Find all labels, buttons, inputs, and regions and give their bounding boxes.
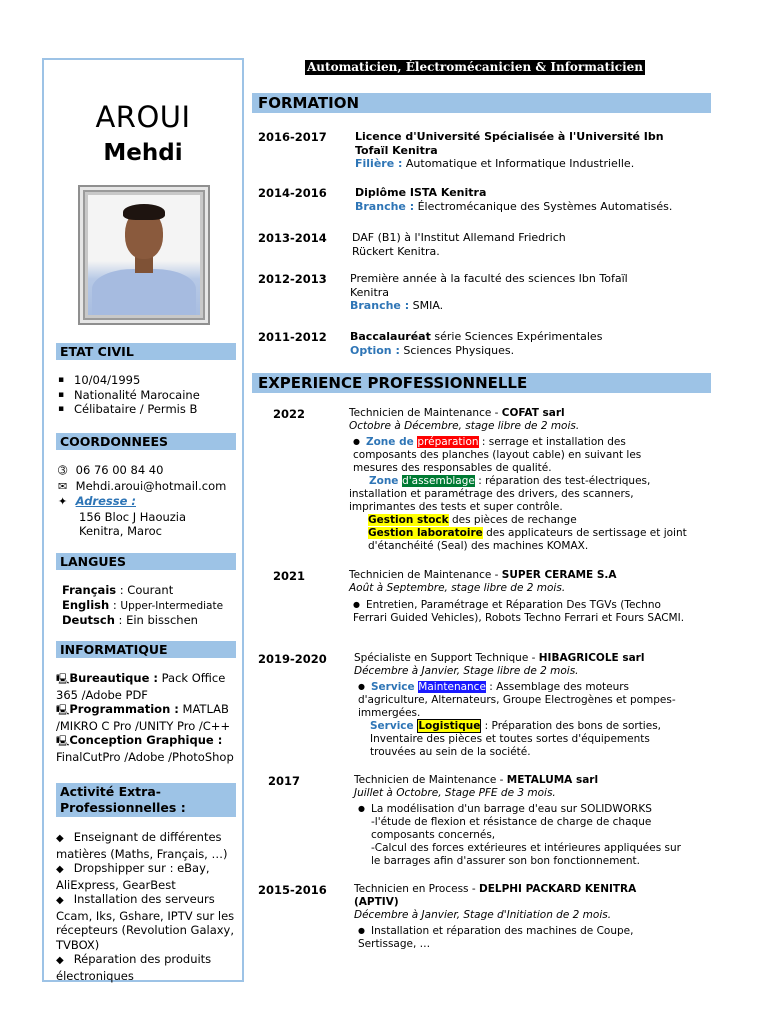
email-icon: ✉ — [58, 479, 68, 493]
experience-role: Spécialiste en Support Technique - — [354, 652, 539, 664]
it-skill-label: Bureautique : — [69, 671, 158, 685]
it-skill-value: Pack Office 365 /Adobe PDF — [56, 671, 226, 702]
experience-heading: EXPERIENCE PROFESSIONNELLE — [252, 373, 711, 393]
phone-number[interactable]: 06 76 00 84 40 — [75, 463, 164, 477]
experience-year: 2019-2020 — [258, 652, 327, 666]
photo-shoulders — [92, 269, 196, 315]
experience-entry — [349, 569, 689, 625]
formation-year: 2013-2014 — [258, 231, 327, 245]
address-label: Adresse : — [75, 494, 136, 508]
computer-icon: 🖳 — [56, 674, 70, 685]
first-name: Mehdi — [103, 140, 183, 166]
activites-heading-line: Professionnelles : — [60, 800, 186, 815]
languages-block — [62, 583, 242, 628]
it-skill-label: Conception Graphique : — [69, 733, 223, 747]
formation-year: 2016-2017 — [258, 130, 327, 144]
language-name: Deutsch — [62, 613, 115, 627]
language-item — [62, 598, 242, 614]
profile-photo — [88, 195, 200, 315]
lab-text: des applicateurs de sertissage et joint d'étanchéité (Seal) des machines KOMAX. — [368, 527, 687, 552]
formation-detail: SMIA. — [409, 299, 444, 312]
experience-bullet: ● La modélisation d'un barrage d'eau sur SOLIDWORKS — [354, 802, 684, 816]
list-item: ▪ 10/04/1995 — [58, 373, 238, 388]
formation-entry — [350, 330, 680, 357]
experience-role: Technicien de Maintenance - — [349, 407, 502, 419]
formation-year: 2014-2016 — [258, 186, 327, 200]
language-sep: : — [109, 597, 121, 612]
experience-role: Technicien en Process - — [354, 883, 479, 895]
experience-year: 2021 — [273, 569, 306, 583]
zone-label: Zone — [369, 475, 403, 487]
zone-text: : réparation des test-électriques, installation et paramétrage des drivers, des scanners, imprimantes des tests et super contrôle. — [349, 475, 651, 513]
computer-icon: 🖳 — [56, 736, 70, 747]
language-level: Upper-Intermediate — [120, 599, 224, 612]
formation-detail: Électromécanique des Systèmes Automatisés. — [414, 199, 673, 213]
experience-company: COFAT sarl — [501, 407, 565, 419]
formation-heading: FORMATION — [252, 93, 711, 113]
formation-label: Branche : — [355, 199, 415, 213]
experience-company: METALUMA sarl — [506, 774, 599, 786]
service-highlight: Logistique — [418, 720, 481, 732]
formation-title: DAF (B1) à l'Institut Allemand Friedrich Rückert Kenitra. — [352, 231, 566, 258]
zone-label: Zone de — [365, 436, 418, 448]
formation-year: 2011-2012 — [258, 330, 327, 344]
experience-role: Technicien de Maintenance - — [349, 569, 502, 581]
activites-list — [56, 830, 244, 983]
stock-text: des pièces de rechange — [448, 514, 577, 526]
activites-heading — [56, 783, 236, 817]
language-level: Courant — [127, 583, 174, 597]
list-item: ◆ Installation des serveurs Ccam, Iks, Gshare, IPTV sur les récepteurs (Revolution Galaxy, TVBOX) — [56, 892, 244, 952]
experience-year: 2015-2016 — [258, 883, 327, 897]
etat-civil-heading: ETAT CIVIL — [56, 343, 236, 360]
it-skill-item — [56, 733, 242, 764]
service-text: : Assemblage des moteurs d'agriculture, Alternateurs, Groupe Electrogènes et pompes-immergées. — [358, 681, 676, 719]
formation-detail: Automatique et Informatique Industrielle. — [402, 157, 635, 170]
it-skills-block — [56, 671, 242, 764]
experience-bullet — [354, 680, 684, 720]
it-skill-item — [56, 702, 242, 733]
experience-period: Décembre à Janvier, Stage d'Initiation de 2 mois. — [354, 909, 612, 921]
photo-hair — [123, 204, 165, 220]
formation-entry — [355, 186, 695, 213]
it-skill-label: Programmation : — [69, 702, 179, 716]
address-icon: ✦ — [58, 495, 68, 508]
experience-company: DELPHI PACKARD KENITRA (APTIV) — [354, 883, 637, 908]
it-skill-value: FinalCutPro /Adobe /PhotoShop — [56, 749, 234, 764]
experience-bullet: ● Installation et réparation des machines de Coupe, Sertissage, … — [354, 924, 654, 951]
list-item: ◆ Réparation des produits électroniques — [56, 952, 244, 983]
formation-entry — [355, 130, 685, 171]
service-label: Service — [370, 681, 419, 693]
formation-entry — [350, 272, 660, 313]
experience-period: Juillet à Octobre, Stage PFE de 3 mois. — [354, 787, 556, 799]
last-name: AROUI — [95, 100, 191, 134]
stock-highlight: Gestion stock — [368, 514, 449, 526]
langues-heading: LANGUES — [56, 553, 236, 570]
list-item: ▪ Célibataire / Permis B — [58, 402, 238, 417]
formation-label: Filière : — [355, 157, 403, 170]
experience-year: 2022 — [273, 407, 306, 421]
service-text: : Préparation des bons de sorties, Inventaire des pièces et toutes sortes d'équipements trouvées au sein de la société. — [370, 720, 661, 758]
computer-icon: 🖳 — [56, 705, 70, 716]
experience-company: HIBAGRICOLE sarl — [538, 652, 645, 664]
coordonnees-heading: COORDONNEES — [56, 433, 236, 450]
experience-bullet: ● Entretien, Paramétrage et Réparation Des TGVs (Techno Ferrari Guided Vehicles), Robots Techno Ferrari et Fours SACMI. — [349, 598, 689, 625]
experience-entry — [354, 774, 684, 868]
etat-civil-list — [58, 373, 238, 417]
formation-title: série Sciences Expérimentales — [430, 330, 603, 343]
experience-bullet — [349, 527, 689, 553]
list-item: ◆ Enseignant de différentes matières (Maths, Français, …) — [56, 830, 244, 861]
language-sep: : — [114, 613, 127, 627]
it-skill-value: MATLAB /MIKRO C Pro /UNITY Pro /C++ — [56, 702, 231, 733]
email-address[interactable]: Mehdi.aroui@hotmail.com — [75, 478, 227, 493]
address-line-1: 156 Bloc J Haouzia — [79, 509, 187, 524]
service-highlight: Maintenance — [418, 681, 486, 693]
zone-text: : serrage et installation des composants des planches (layout cable) en suivant les mesures des responsables de qualité. — [353, 436, 642, 474]
formation-detail: Sciences Physiques. — [399, 343, 515, 357]
experience-entry — [349, 407, 689, 553]
contact-block — [58, 463, 243, 539]
language-item — [62, 583, 242, 598]
experience-period: Août à Septembre, stage libre de 2 mois. — [349, 582, 566, 594]
experience-bullet-line: -Calcul des forces extérieures et intérieures appliquées sur le barrages afin d'assurer son bon fonctionnement. — [371, 842, 681, 867]
formation-label: Option : — [350, 343, 400, 357]
service-label: Service — [370, 720, 418, 732]
lab-highlight: Gestion laboratoire — [368, 527, 483, 539]
experience-bullet — [349, 435, 689, 475]
experience-period: Octobre à Décembre, stage libre de 2 mois. — [349, 420, 580, 432]
experience-year: 2017 — [268, 774, 301, 788]
experience-entry — [354, 652, 684, 759]
formation-entry — [352, 231, 592, 258]
language-name: English — [62, 597, 110, 612]
formation-title: Première année à la faculté des sciences Ibn Tofaïl Kenitra — [350, 272, 628, 299]
language-name: Français — [62, 583, 117, 597]
zone-highlight: préparation — [417, 436, 479, 448]
sidebar — [42, 58, 244, 982]
formation-label: Branche : — [350, 299, 410, 312]
list-item: ▪ Nationalité Marocaine — [58, 388, 238, 403]
language-level: Ein bisschen — [126, 613, 198, 627]
it-skill-item — [56, 671, 242, 702]
address-line-2: Kenitra, Maroc — [79, 524, 162, 538]
activites-heading-line: Activité Extra- — [60, 784, 161, 799]
formation-title: Diplôme ISTA Kenitra — [355, 186, 487, 199]
zone-highlight: d'assemblage — [402, 475, 475, 487]
phone-icon: ➂ — [58, 464, 68, 477]
formation-title-bold: Baccalauréat — [350, 330, 431, 343]
experience-bullet — [349, 475, 689, 514]
profile-photo-frame — [78, 185, 210, 325]
formation-title: Licence d'Université Spécialisée à l'Université Ibn Tofaïl Kenitra — [355, 130, 664, 157]
cv-title: Automaticien, Électromécanicien & Informaticien — [307, 60, 643, 74]
formation-year: 2012-2013 — [258, 272, 327, 286]
list-item: ◆ Dropshipper sur : eBay, AliExpress, GearBest — [56, 861, 244, 892]
language-item — [62, 613, 242, 628]
experience-company: SUPER CERAME S.A — [501, 569, 617, 581]
experience-entry — [354, 883, 654, 951]
experience-bullet — [354, 720, 684, 759]
experience-period: Décembre à Janvier, Stage libre de 2 mois. — [354, 665, 579, 677]
language-sep: : — [116, 583, 128, 597]
experience-bullet-line: -l'étude de flexion et résistance de charge de chaque composants concernés, — [371, 816, 652, 841]
experience-role: Technicien de Maintenance - — [354, 774, 507, 786]
informatique-heading: INFORMATIQUE — [56, 641, 236, 658]
experience-bullet — [349, 514, 689, 527]
